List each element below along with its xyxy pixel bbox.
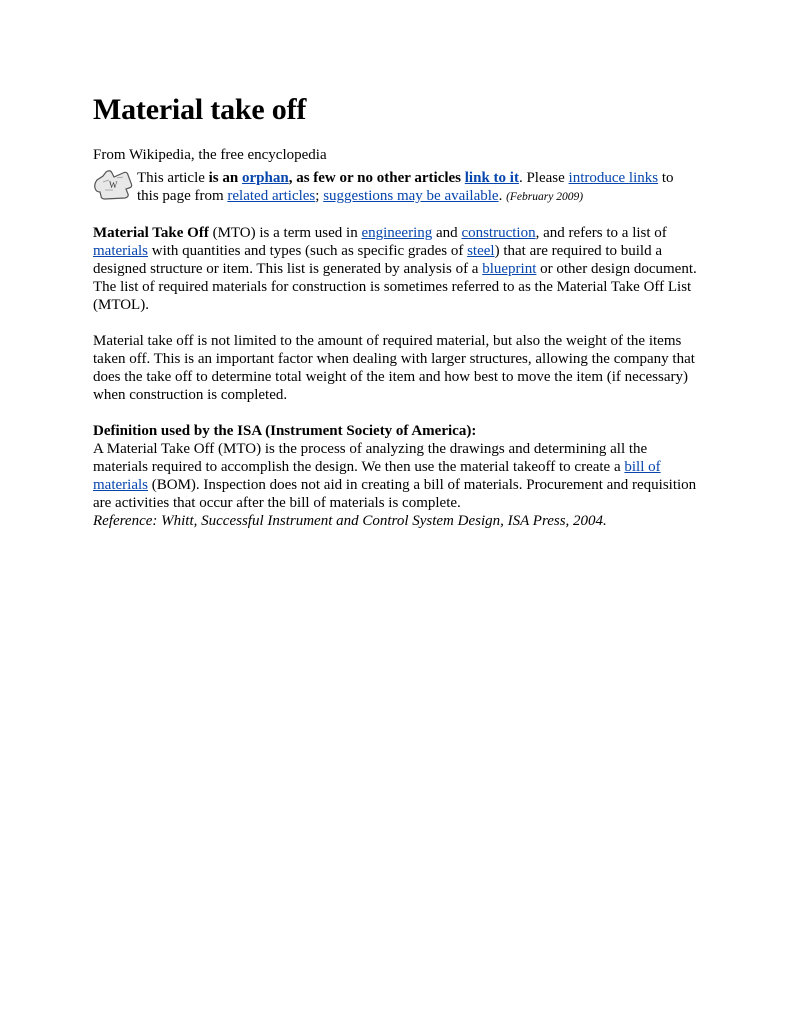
definition-heading: Definition used by the ISA (Instrument Society of America): — [93, 423, 477, 439]
page-title: Material take off — [93, 93, 307, 126]
bill-of-materials-link[interactable]: bill of materials — [93, 459, 661, 493]
orphan-notice: W This article is an orphan, as few or no other articles link to it. Please introduce links to this page from related articles; suggestions may be available. (February 2009) — [93, 169, 697, 206]
definition-paragraph: A Material Take Off (MTO) is the process of analyzing the drawings and determining all the materials required to accomplish the design. We then use the material takeoff to create a bill of materials (BOM). Inspection does not aid in creating a bill of materials. Procurement and requisition are activities that occur after the bill of materials is complete. — [93, 441, 697, 511]
article — [93, 92, 703, 530]
puzzle-piece-icon — [93, 168, 135, 200]
tagline: From Wikipedia, the free encyclopedia — [93, 147, 327, 163]
link-to-it-link[interactable]: link to it — [464, 170, 519, 186]
svg-text:W: W — [109, 180, 118, 190]
introduce-links-link[interactable]: introduce links — [568, 170, 659, 186]
materials-link[interactable]: materials — [93, 243, 148, 259]
reference-citation: Reference: Whitt, Successful Instrument and Control System Design, ISA Press, 2004. — [93, 513, 607, 529]
suggestions-link[interactable]: suggestions may be available — [323, 188, 499, 204]
construction-link[interactable]: construction — [461, 225, 536, 241]
orphan-link[interactable]: orphan — [242, 170, 289, 186]
notice-date: (February 2009) — [506, 191, 584, 203]
steel-link[interactable]: steel — [467, 243, 495, 259]
related-articles-link[interactable]: related articles — [227, 188, 316, 204]
blueprint-link[interactable]: blueprint — [482, 261, 537, 277]
intro-paragraph: Material Take Off (MTO) is a term used in engineering and construction, and refers to a list of materials with quantities and types (such as specific grades of steel) that are required to build a designed structure or item. This list is generated by analysis of a blueprint or other design document. The list of required materials for construction is sometimes referred to as the Material Take Off List (MTOL). — [93, 225, 697, 313]
engineering-link[interactable]: engineering — [361, 225, 433, 241]
weight-paragraph: Material take off is not limited to the amount of required material, but also the weight of the items taken off. This is an important factor when dealing with larger structures, allowing the company that does the take off to determine total weight of the item and how best to move the item (if necessary) when construction is completed. — [93, 333, 695, 403]
